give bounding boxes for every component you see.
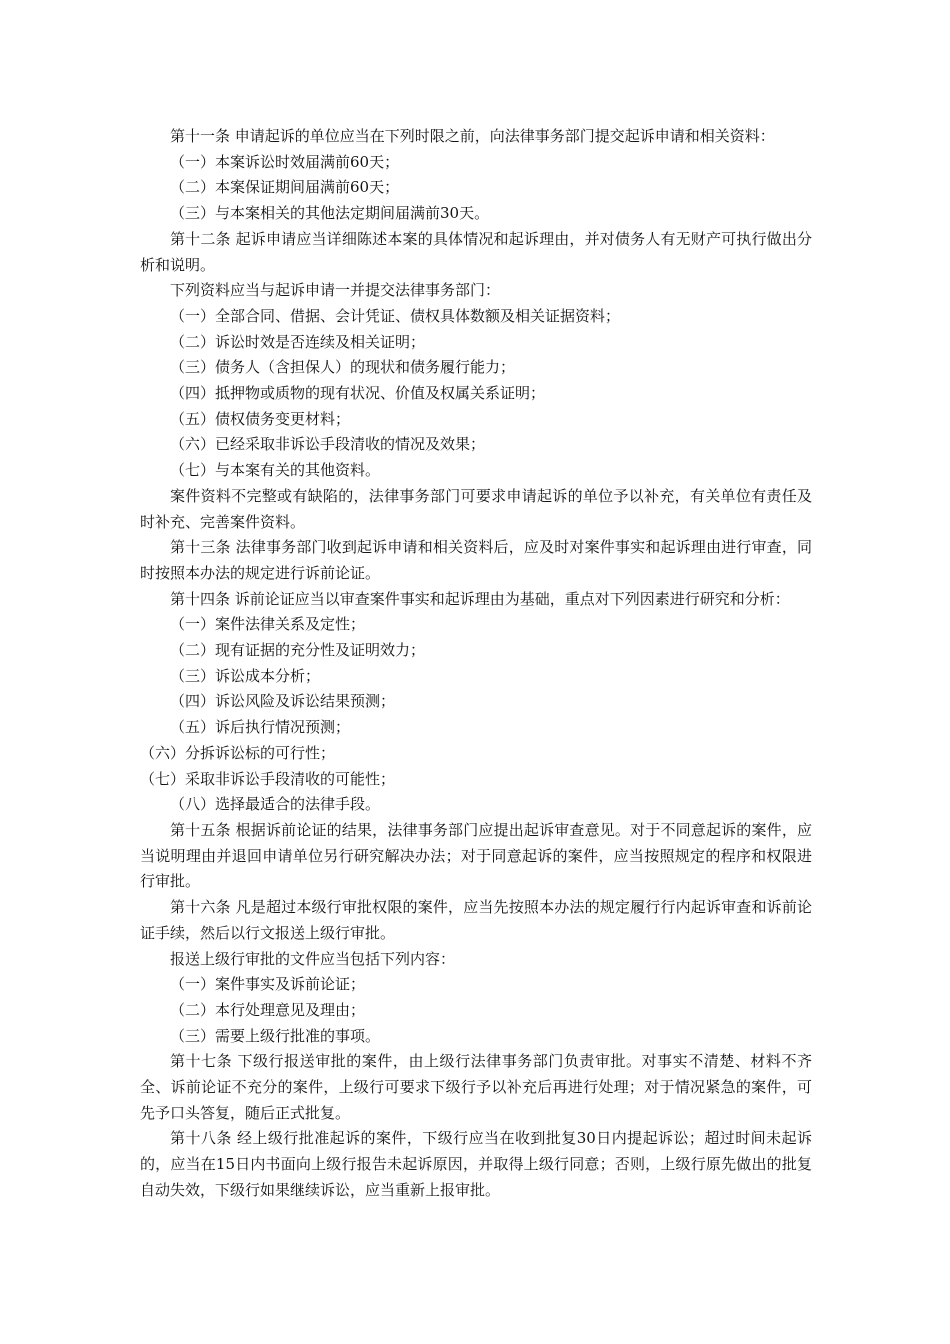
list-item: （二）诉讼时效是否连续及相关证明； [170,332,426,351]
article-12-paragraph: 第十二条 起诉申请应当详细陈述本案的具体情况和起诉理由，并对债务人有无财产可执行做出分析和说明。 [140,229,812,274]
list-item: （七）与本案有关的其他资料。 [170,461,381,480]
list-item: （一）案件事实及诉前论证； [170,975,366,994]
list-item: （三）需要上级行批准的事项。 [170,1026,381,1045]
body-paragraph: 下列资料应当与起诉申请一并提交法律事务部门： [170,281,501,300]
list-item: （二）本行处理意见及理由； [170,1000,366,1019]
list-item: （六）分拆诉讼标的可行性； [140,743,336,762]
article-13-paragraph: 第十三条 法律事务部门收到起诉申请和相关资料后，应及时对案件事实和起诉理由进行审查，同时按照本办法的规定进行诉前论证。 [140,538,812,582]
list-item: （二）本案保证期间届满前60天； [170,178,400,197]
list-item: （七）采取非诉讼手段清收的可能性； [140,769,396,788]
article-17-paragraph: 第十七条 下级行报送审批的案件，由上级行法律事务部门负责审批。对事实不清楚、材料不齐全、诉前论证不充分的案件，上级行可要求下级行予以补充后再进行处理；对于情况紧急的案件，可先予口头答复，随后正式批复。 [140,1052,812,1122]
article-16-paragraph: 第十六条 凡是超过本级行审批权限的案件，应当先按照本办法的规定履行行内起诉审查和诉前论证手续，然后以行文报送上级行审批。 [140,898,812,942]
list-item: （三）与本案相关的其他法定期间届满前30天。 [170,204,490,223]
article-18-paragraph: 第十八条 经上级行批准起诉的案件，下级行应当在收到批复30日内提起诉讼；超过时间未起诉的，应当在15日内书面向上级行报告未起诉原因，并取得上级行同意；否则，上级行原先做出的批复自动失效，下级行如果继续诉讼，应当重新上报审批。 [140,1129,812,1199]
list-item: （六）已经采取非诉讼手段清收的情况及效果； [170,435,486,454]
list-item: （三）债务人（含担保人）的现状和债务履行能力； [170,358,516,377]
list-item: （一）本案诉讼时效届满前60天； [170,152,400,171]
list-item: （三）诉讼成本分析； [170,666,321,685]
list-item: （五）债权债务变更材料； [170,409,351,428]
list-item: （二）现有证据的充分性及证明效力； [170,641,426,660]
body-paragraph: 案件资料不完整或有缺陷的，法律事务部门可要求申请起诉的单位予以补充，有关单位有责任及时补充、完善案件资料。 [140,486,812,531]
body-paragraph: 报送上级行审批的文件应当包括下列内容： [170,949,456,968]
list-item: （一）全部合同、借据、会计凭证、债权具体数额及相关证据资料； [170,306,621,325]
article-15-paragraph: 第十五条 根据诉前论证的结果，法律事务部门应提出起诉审查意见。对于不同意起诉的案件，应当说明理由并退回申请单位另行研究解决办法；对于同意起诉的案件，应当按照规定的程序和权限进行审批。 [140,820,812,891]
list-item: （一）案件法律关系及定性； [170,615,366,634]
article-11-paragraph: 第十一条 申请起诉的单位应当在下列时限之前，向法律事务部门提交起诉申请和相关资料： [170,127,775,145]
list-item: （四）诉讼风险及诉讼结果预测； [170,692,396,711]
list-item: （八）选择最适合的法律手段。 [170,795,381,814]
list-item: （四）抵押物或质物的现有状况、价值及权属关系证明； [170,384,546,403]
document-page [140,124,812,1204]
list-item: （五）诉后执行情况预测； [170,718,351,737]
article-14-paragraph: 第十四条 诉前论证应当以审查案件事实和起诉理由为基础，重点对下列因素进行研究和分析： [170,589,790,608]
